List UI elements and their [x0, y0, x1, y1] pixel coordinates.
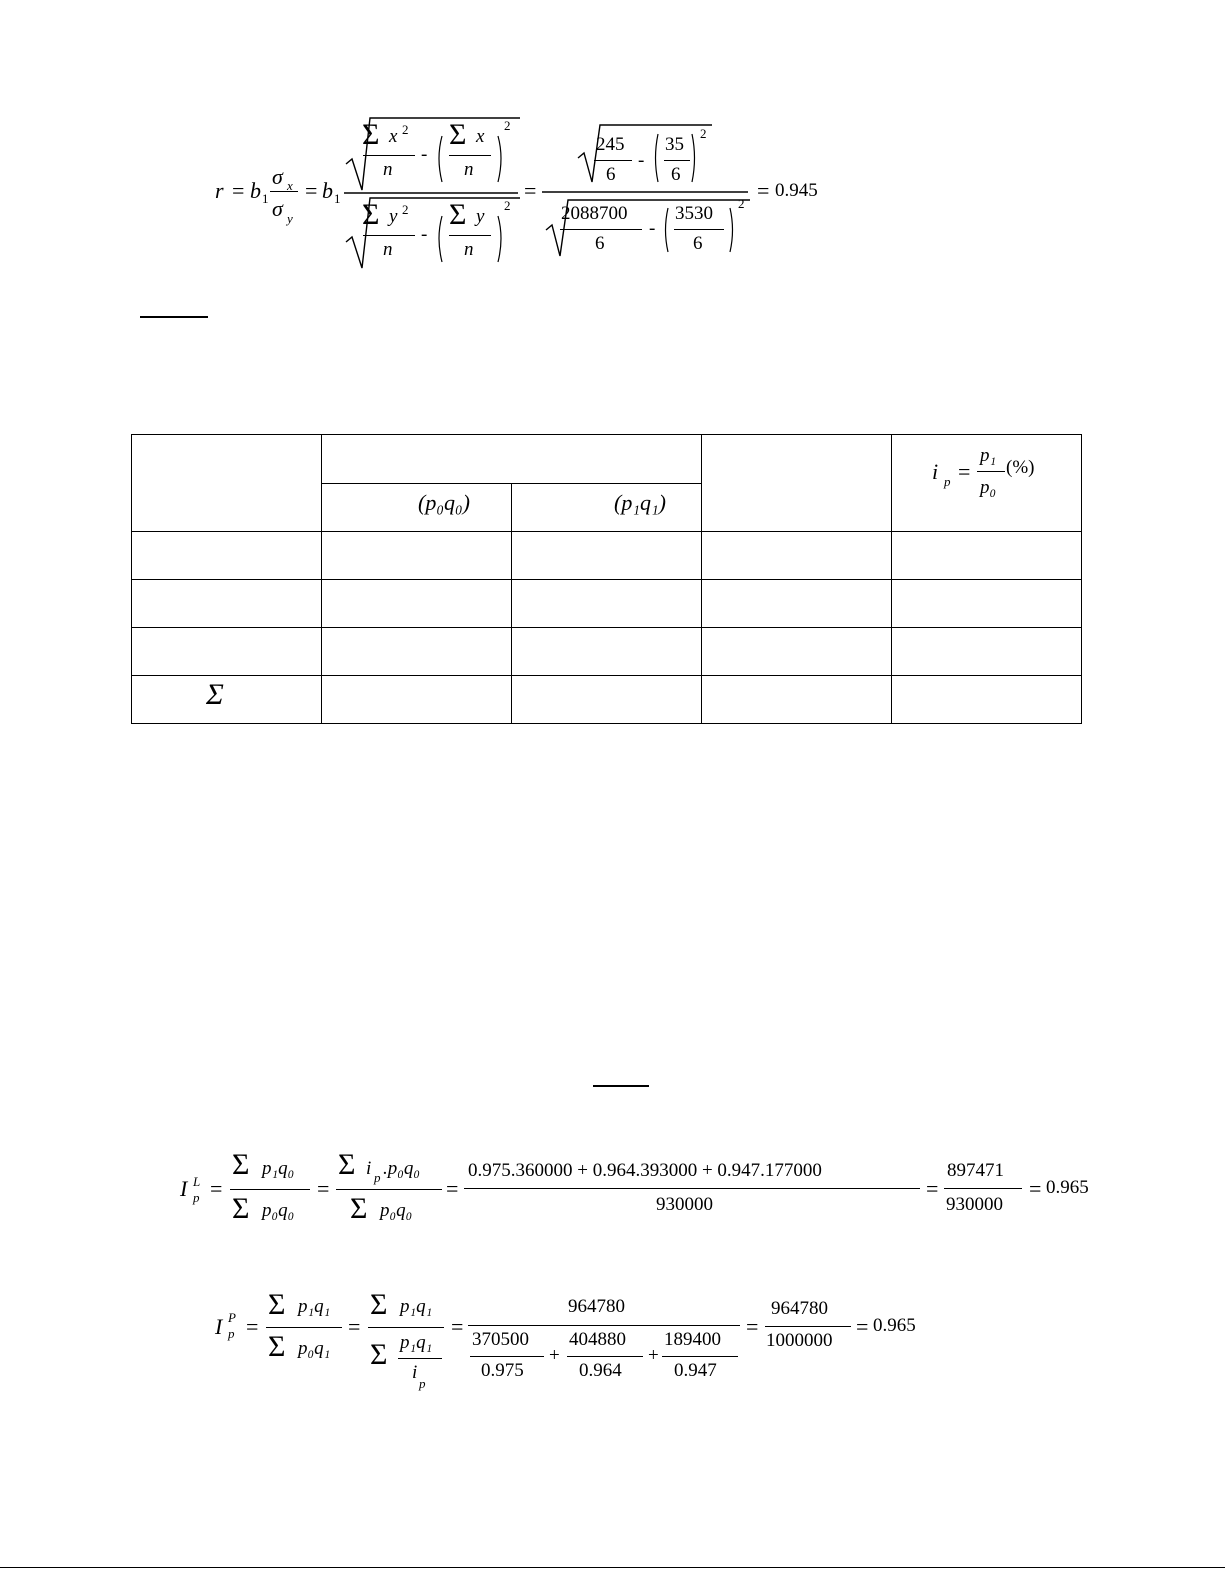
- p-num1: p₁q₁: [298, 1296, 331, 1317]
- table-row-sum: [132, 676, 1082, 724]
- minus-2: -: [421, 224, 428, 245]
- plus-1: +: [549, 1345, 560, 1366]
- pq0-label: (p₀q₀): [418, 489, 470, 515]
- header-cell-1: [132, 435, 322, 532]
- b1-sub-2: 1: [334, 191, 341, 206]
- ip-pct: (%): [1006, 457, 1035, 478]
- I-P: I: [215, 1314, 223, 1339]
- header-pq0: [322, 483, 512, 532]
- sum-l1: Σ: [232, 1148, 250, 1181]
- x-var-1: x: [389, 126, 398, 147]
- section-underline-1: [140, 316, 208, 318]
- ip-eq: =: [958, 459, 971, 484]
- six-3: 6: [595, 233, 605, 254]
- eq-1: =: [232, 178, 245, 203]
- t1-num: 370500: [472, 1329, 529, 1350]
- x-sq-1: 2: [402, 122, 409, 137]
- sum-p4: Σ: [370, 1338, 388, 1371]
- x-var-2: x: [476, 126, 485, 147]
- p-num3: 964780: [568, 1296, 625, 1317]
- paren-sq-1: 2: [504, 118, 511, 133]
- l-num2-rest: .p₀q₀: [383, 1158, 420, 1179]
- y-var-2: y: [476, 206, 485, 227]
- r-symbol: r: [215, 178, 224, 203]
- table-row: [132, 532, 1082, 580]
- header-cell-ip: [892, 435, 1082, 532]
- sum-l3: Σ: [338, 1148, 356, 1181]
- b1-symbol-2: b: [322, 178, 333, 203]
- table-row: [132, 628, 1082, 676]
- y-sq-1: 2: [402, 202, 409, 217]
- sum-symbol: Σ: [206, 678, 224, 711]
- eq-l2: =: [317, 1176, 330, 1201]
- sum-y: Σ: [449, 198, 467, 231]
- I-P-sub: p: [228, 1326, 235, 1341]
- table-row: [132, 580, 1082, 628]
- l-den1: p₀q₀: [262, 1200, 295, 1221]
- num-sq-1: 2: [700, 126, 707, 141]
- sum-p2: Σ: [268, 1330, 286, 1363]
- eq-l4: =: [926, 1176, 939, 1201]
- b1-symbol: b: [250, 178, 261, 203]
- p-den4: 1000000: [766, 1330, 833, 1351]
- six-2: 6: [671, 164, 681, 185]
- header-cell-3: [702, 435, 892, 532]
- paren-sq-2: 2: [504, 198, 511, 213]
- page-bottom-rule: [0, 1567, 1225, 1568]
- t2-den: 0.964: [579, 1360, 622, 1381]
- I-L-sup: L: [193, 1174, 201, 1189]
- ip-lhs-sub: p: [944, 474, 951, 489]
- b1-sub: 1: [262, 191, 269, 206]
- sum-cell: [132, 676, 322, 724]
- ip-num: p₁: [980, 445, 997, 466]
- index-table: [131, 434, 1082, 724]
- header-pq1: [512, 483, 702, 532]
- t2-num: 404880: [569, 1329, 626, 1350]
- l-result: 0.965: [1046, 1177, 1089, 1198]
- eq-l5: =: [1029, 1176, 1042, 1201]
- p-den2-den-sub: p: [419, 1376, 426, 1391]
- l-num4: 897471: [947, 1160, 1004, 1181]
- eq-p2: =: [348, 1314, 361, 1339]
- n-2: n: [464, 159, 474, 180]
- p-den1: p₀q₁: [298, 1338, 331, 1359]
- p-num4: 964780: [771, 1298, 828, 1319]
- sum-l2: Σ: [232, 1192, 250, 1225]
- sigma-x: σ: [272, 164, 283, 189]
- n-3: n: [383, 239, 393, 260]
- p-den2-den: i: [412, 1362, 418, 1383]
- ip-lhs: i: [932, 459, 939, 484]
- l-num2: i: [366, 1158, 372, 1179]
- l-den3: 930000: [656, 1194, 713, 1215]
- t1-den: 0.975: [481, 1360, 524, 1381]
- p-den2-num: p₁q₁: [400, 1332, 433, 1353]
- p-result: 0.965: [873, 1315, 916, 1336]
- l-den2: p₀q₀: [380, 1200, 413, 1221]
- t3-num: 189400: [664, 1329, 721, 1350]
- six-1: 6: [606, 164, 616, 185]
- t3-den: 0.947: [674, 1360, 717, 1381]
- eq-l1: =: [210, 1176, 223, 1201]
- sum-p1: Σ: [268, 1288, 286, 1321]
- minus-1: -: [421, 144, 428, 165]
- plus-2: +: [648, 1345, 659, 1366]
- n-1: n: [383, 159, 393, 180]
- eq-3: =: [524, 178, 537, 203]
- eq-l3: =: [446, 1176, 459, 1201]
- num-sq-2: 2: [738, 196, 745, 211]
- six-4: 6: [693, 233, 703, 254]
- num-35: 35: [665, 134, 684, 155]
- eq-p1: =: [246, 1314, 259, 1339]
- section-underline-2: [593, 1085, 649, 1087]
- I-L: I: [180, 1176, 188, 1201]
- num-3530: 3530: [675, 203, 713, 224]
- sum-p3: Σ: [370, 1288, 388, 1321]
- header-cell-turnover: [322, 435, 702, 484]
- eq-p4: =: [746, 1314, 759, 1339]
- num-245: 245: [596, 134, 625, 155]
- sum-x2: Σ: [362, 118, 380, 151]
- l-num3: 0.975.360000 + 0.964.393000 + 0.947.177000: [468, 1160, 822, 1181]
- p-num2: p₁q₁: [400, 1296, 433, 1317]
- minus-4: -: [649, 218, 656, 239]
- n-4: n: [464, 239, 474, 260]
- sum-x: Σ: [449, 118, 467, 151]
- l-num2-sub: p: [374, 1170, 381, 1185]
- sigma-y: σ: [272, 196, 283, 221]
- y-var-1: y: [389, 206, 398, 227]
- l-den4: 930000: [946, 1194, 1003, 1215]
- sigma-y-sub: y: [287, 211, 293, 226]
- r-result: 0.945: [775, 180, 818, 201]
- sum-y2: Σ: [362, 198, 380, 231]
- eq-p3: =: [451, 1314, 464, 1339]
- sum-l4: Σ: [350, 1192, 368, 1225]
- sigma-x-sub: x: [287, 178, 293, 193]
- eq-2: =: [305, 178, 318, 203]
- num-2088700: 2088700: [561, 203, 628, 224]
- ip-den: p₀: [980, 477, 997, 498]
- I-P-sup: P: [228, 1310, 236, 1325]
- pq1-label: (p₁q₁): [614, 489, 666, 515]
- minus-3: -: [638, 150, 645, 171]
- I-L-sub: p: [193, 1190, 200, 1205]
- eq-4: =: [757, 178, 770, 203]
- l-num1: p₁q₀: [262, 1158, 295, 1179]
- eq-p5: =: [856, 1314, 869, 1339]
